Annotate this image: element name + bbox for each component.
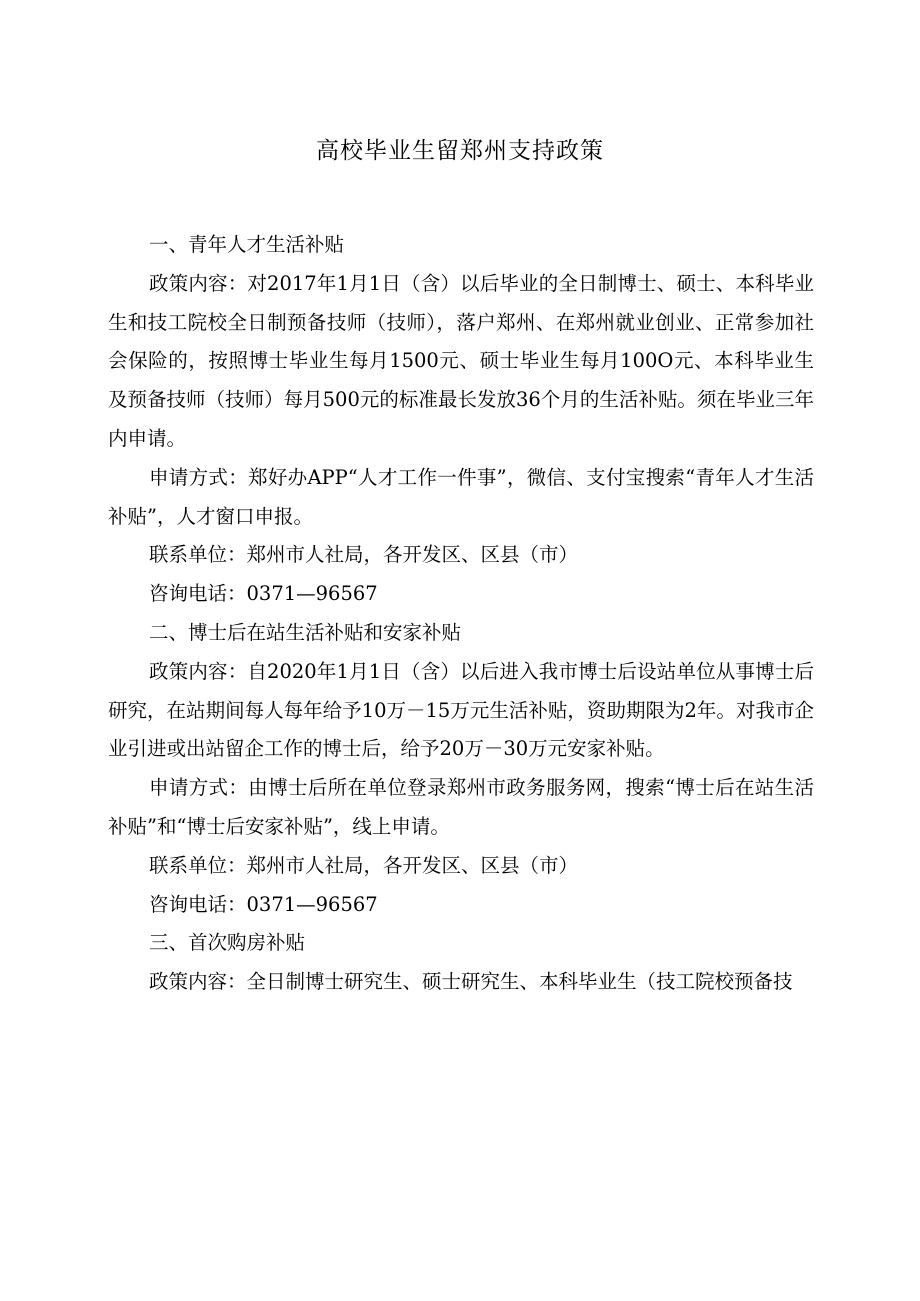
policy-content: 政策内容：全日制博士研究生、硕士研究生、本科毕业生（技工院校预备技 [149,970,793,994]
application-method: 申请方式：郑好办APP“人才工作一件事”，微信、支付宝搜索“青年人才生活补贴”，人才窗口申报。 [108,465,814,528]
application-method: 申请方式：由博士后所在单位登录郑州市政务服务网，搜索“博士后在站生活补贴”和“博士后安家补贴”，线上申请。 [108,776,814,838]
document-title: 高校毕业生留郑州支持政策 [316,138,604,164]
section-heading: 一、青年人才生活补贴 [149,233,345,256]
policy-content: 政策内容：自2020年1月1日（含）以后进入我市博士后设站单位从事博士后研究，在站期间每人每年给予10万－15万元生活补贴，资助期限为2年。对我市企业引进或出站留企工作的博士后，给予20万－30万元安家补贴。 [108,659,814,761]
section-heading: 二、博士后在站生活补贴和安家补贴 [149,620,462,644]
consult-phone: 咨询电话：0371—96567 [149,582,378,606]
section-heading: 三、首次购房补贴 [149,931,306,955]
document-body [108,226,814,1002]
consult-phone: 咨询电话：0371—96567 [149,892,378,916]
contact-unit: 联系单位：郑州市人社局，各开发区、区县（市） [149,543,579,567]
policy-content: 政策内容：对2017年1月1日（含）以后毕业的全日制博士、硕士、本科毕业生和技工院校全日制预备技师（技师），落户郑州、在郑州就业创业、正常参加社会保险的，按照博士毕业生每月1500元、硕士毕业生每月100O元、本科毕业生及预备技师（技师）每月500元的标准最长发放36个月的生活补贴。须在毕业三年内申请。 [108,271,814,450]
contact-unit: 联系单位：郑州市人社局，各开发区、区县（市） [149,853,579,877]
